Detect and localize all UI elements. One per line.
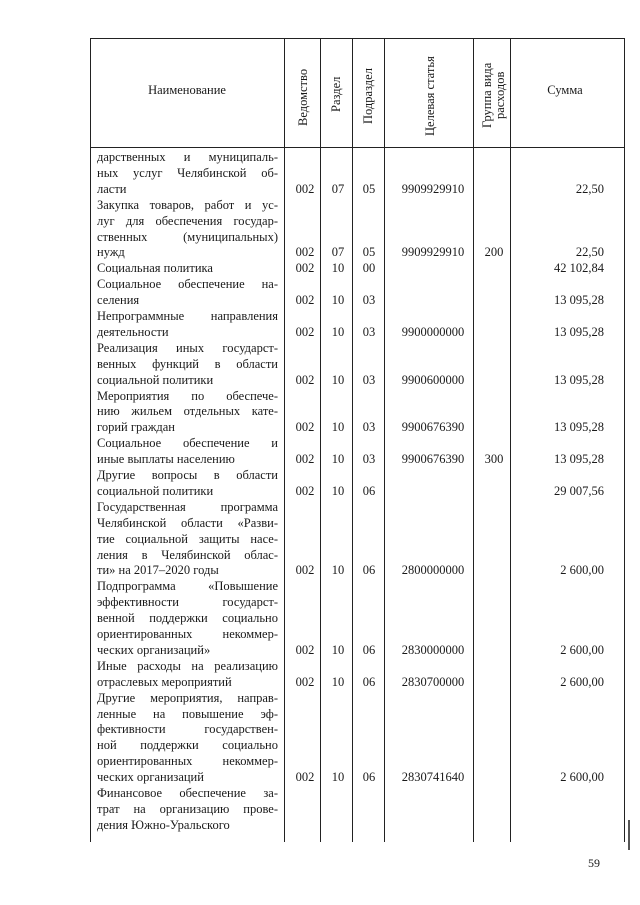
- row-name-line: дарственных и муниципаль-: [97, 150, 278, 164]
- row-podrazdel: 06: [362, 642, 376, 657]
- row-vedomstvo: 002: [295, 181, 315, 196]
- header-summa: Сумма: [547, 83, 583, 97]
- row-name-line: Закупка товаров, работ и ус-: [97, 197, 278, 212]
- row-name-line: Социальное обеспечение и: [97, 436, 278, 451]
- row-vedomstvo: 002: [295, 420, 315, 435]
- column-divider: [384, 38, 385, 842]
- row-summa: 42 102,84: [554, 261, 604, 276]
- row-razdel: 10: [331, 420, 345, 435]
- row-vedomstvo: 002: [295, 324, 315, 339]
- row-name-line: дения Южно-Уральского: [97, 817, 230, 832]
- header-gruppa-line2: расходов: [493, 71, 508, 120]
- row-razdel: 07: [331, 181, 345, 196]
- row-celevaya: 9900600000: [401, 372, 465, 387]
- row-summa: 13 095,28: [554, 324, 604, 339]
- row-vedomstvo: 002: [295, 642, 315, 657]
- row-razdel: 10: [331, 452, 345, 467]
- row-name-line: трат на организацию прове-: [97, 801, 278, 816]
- row-podrazdel: 06: [362, 563, 376, 578]
- row-vedomstvo: 002: [295, 261, 315, 276]
- row-name-line: отраслевых мероприятий: [97, 674, 232, 689]
- row-summa: 13 095,28: [554, 293, 604, 308]
- row-name-line: тие социальной защиты насе-: [97, 531, 278, 546]
- row-name-line: луг для обеспечения государ-: [97, 213, 278, 228]
- row-name-line: Другие мероприятия, направ-: [97, 690, 278, 705]
- column-divider: [473, 38, 474, 842]
- row-razdel: 07: [331, 245, 345, 260]
- row-gruppa: 300: [484, 452, 504, 467]
- row-summa: 2 600,00: [560, 674, 604, 689]
- row-name-line: иные выплаты населению: [97, 452, 235, 467]
- row-celevaya: 9909929910: [401, 181, 465, 196]
- header-podrazdel: Подраздел: [361, 68, 375, 124]
- row-name-line: Социальная политика: [97, 261, 213, 276]
- row-name-line: Непрограммные направления: [97, 309, 278, 323]
- row-name-line: венной поддержки социально: [97, 611, 278, 626]
- row-razdel: 10: [331, 563, 345, 578]
- row-name-line: ласти: [97, 181, 127, 196]
- row-name-line: ческих организаций»: [97, 642, 211, 657]
- row-summa: 22,50: [575, 181, 604, 196]
- column-divider: [352, 38, 353, 842]
- row-podrazdel: 06: [362, 483, 376, 498]
- row-celevaya: 2800000000: [401, 563, 465, 578]
- row-podrazdel: 03: [362, 324, 376, 339]
- column-divider: [510, 38, 511, 842]
- row-podrazdel: 03: [362, 293, 376, 308]
- row-razdel: 10: [331, 261, 345, 276]
- table-top-border: [90, 38, 625, 39]
- row-podrazdel: 00: [362, 261, 376, 276]
- row-celevaya: 2830741640: [401, 770, 465, 785]
- row-vedomstvo: 002: [295, 483, 315, 498]
- row-vedomstvo: 002: [295, 452, 315, 467]
- header-name: Наименование: [148, 83, 226, 97]
- row-name-line: нию жильем отдельных кате-: [97, 404, 278, 419]
- row-name-line: ленные на повышение эф-: [97, 706, 278, 721]
- row-podrazdel: 03: [362, 420, 376, 435]
- row-podrazdel: 03: [362, 372, 376, 387]
- row-name-line: Реализация иных государст-: [97, 340, 278, 355]
- page-number: 59: [588, 856, 600, 870]
- row-podrazdel: 06: [362, 674, 376, 689]
- row-name-line: венных функций в области: [97, 356, 278, 371]
- row-name-line: горий граждан: [97, 420, 175, 435]
- row-name-line: Подпрограмма «Повышение: [97, 579, 278, 594]
- row-name-line: Другие вопросы в области: [97, 468, 278, 482]
- row-vedomstvo: 002: [295, 770, 315, 785]
- row-summa: 2 600,00: [560, 770, 604, 785]
- row-name-line: Государственная программа: [97, 499, 278, 514]
- row-name-line: ти» на 2017–2020 годы: [97, 563, 219, 578]
- row-name-line: ориентированных некоммер-: [97, 754, 278, 769]
- row-name-line: социальной политики: [97, 372, 214, 387]
- row-name-line: ственных (муниципальных): [97, 229, 278, 244]
- row-summa: 13 095,28: [554, 452, 604, 467]
- header-celevaya: Целевая статья: [423, 56, 437, 136]
- row-name-line: ной поддержки социально: [97, 738, 278, 753]
- row-name-line: нужд: [97, 245, 125, 260]
- row-vedomstvo: 002: [295, 563, 315, 578]
- row-vedomstvo: 002: [295, 245, 315, 260]
- column-divider: [320, 38, 321, 842]
- row-podrazdel: 06: [362, 770, 376, 785]
- row-razdel: 10: [331, 372, 345, 387]
- row-podrazdel: 05: [362, 181, 376, 196]
- row-razdel: 10: [331, 483, 345, 498]
- row-gruppa: 200: [484, 245, 504, 260]
- row-name-line: Мероприятия по обеспече-: [97, 388, 278, 403]
- row-razdel: 10: [331, 324, 345, 339]
- row-name-line: селения: [97, 293, 140, 308]
- row-summa: 29 007,56: [554, 483, 604, 498]
- header-gruppa-line1: Группа вида: [480, 62, 494, 128]
- row-celevaya: 9900000000: [401, 324, 465, 339]
- row-name-line: социальной политики: [97, 483, 214, 498]
- row-name-line: деятельности: [97, 324, 169, 339]
- row-name-line: фективности государствен-: [97, 722, 278, 737]
- row-celevaya: 2830700000: [401, 674, 465, 689]
- column-divider: [90, 38, 91, 842]
- column-divider: [624, 38, 625, 842]
- row-name-line: ных услуг Челябинской об-: [97, 165, 278, 180]
- row-celevaya: 2830000000: [401, 642, 465, 657]
- header-razdel: Раздел: [329, 76, 343, 112]
- row-vedomstvo: 002: [295, 674, 315, 689]
- row-summa: 13 095,28: [554, 420, 604, 435]
- column-divider: [284, 38, 285, 842]
- row-name-line: Иные расходы на реализацию: [97, 658, 278, 673]
- row-razdel: 10: [331, 642, 345, 657]
- row-summa: 2 600,00: [560, 642, 604, 657]
- row-name-line: Челябинской области «Разви-: [97, 515, 278, 530]
- row-celevaya: 9900676390: [401, 420, 465, 435]
- header-vedomstvo: Ведомство: [296, 68, 310, 126]
- row-name-line: эффективности государст-: [97, 595, 278, 610]
- row-razdel: 10: [331, 293, 345, 308]
- row-razdel: 10: [331, 770, 345, 785]
- row-podrazdel: 03: [362, 452, 376, 467]
- row-name-line: ческих организаций: [97, 770, 204, 785]
- row-name-line: ления в Челябинской облас-: [97, 547, 278, 562]
- row-podrazdel: 05: [362, 245, 376, 260]
- row-name-line: ориентированных некоммер-: [97, 627, 278, 641]
- row-razdel: 10: [331, 674, 345, 689]
- row-vedomstvo: 002: [295, 372, 315, 387]
- row-name-line: Социальное обеспечение на-: [97, 277, 278, 292]
- header-bottom-border: [90, 147, 625, 148]
- row-name-line: Финансовое обеспечение за-: [97, 786, 278, 800]
- row-summa: 22,50: [575, 245, 604, 260]
- row-celevaya: 9909929910: [401, 245, 465, 260]
- row-vedomstvo: 002: [295, 293, 315, 308]
- row-summa: 2 600,00: [560, 563, 604, 578]
- row-celevaya: 9900676390: [401, 452, 465, 467]
- row-summa: 13 095,28: [554, 372, 604, 387]
- scan-artifact: [628, 820, 630, 850]
- header-gruppa: [481, 63, 507, 128]
